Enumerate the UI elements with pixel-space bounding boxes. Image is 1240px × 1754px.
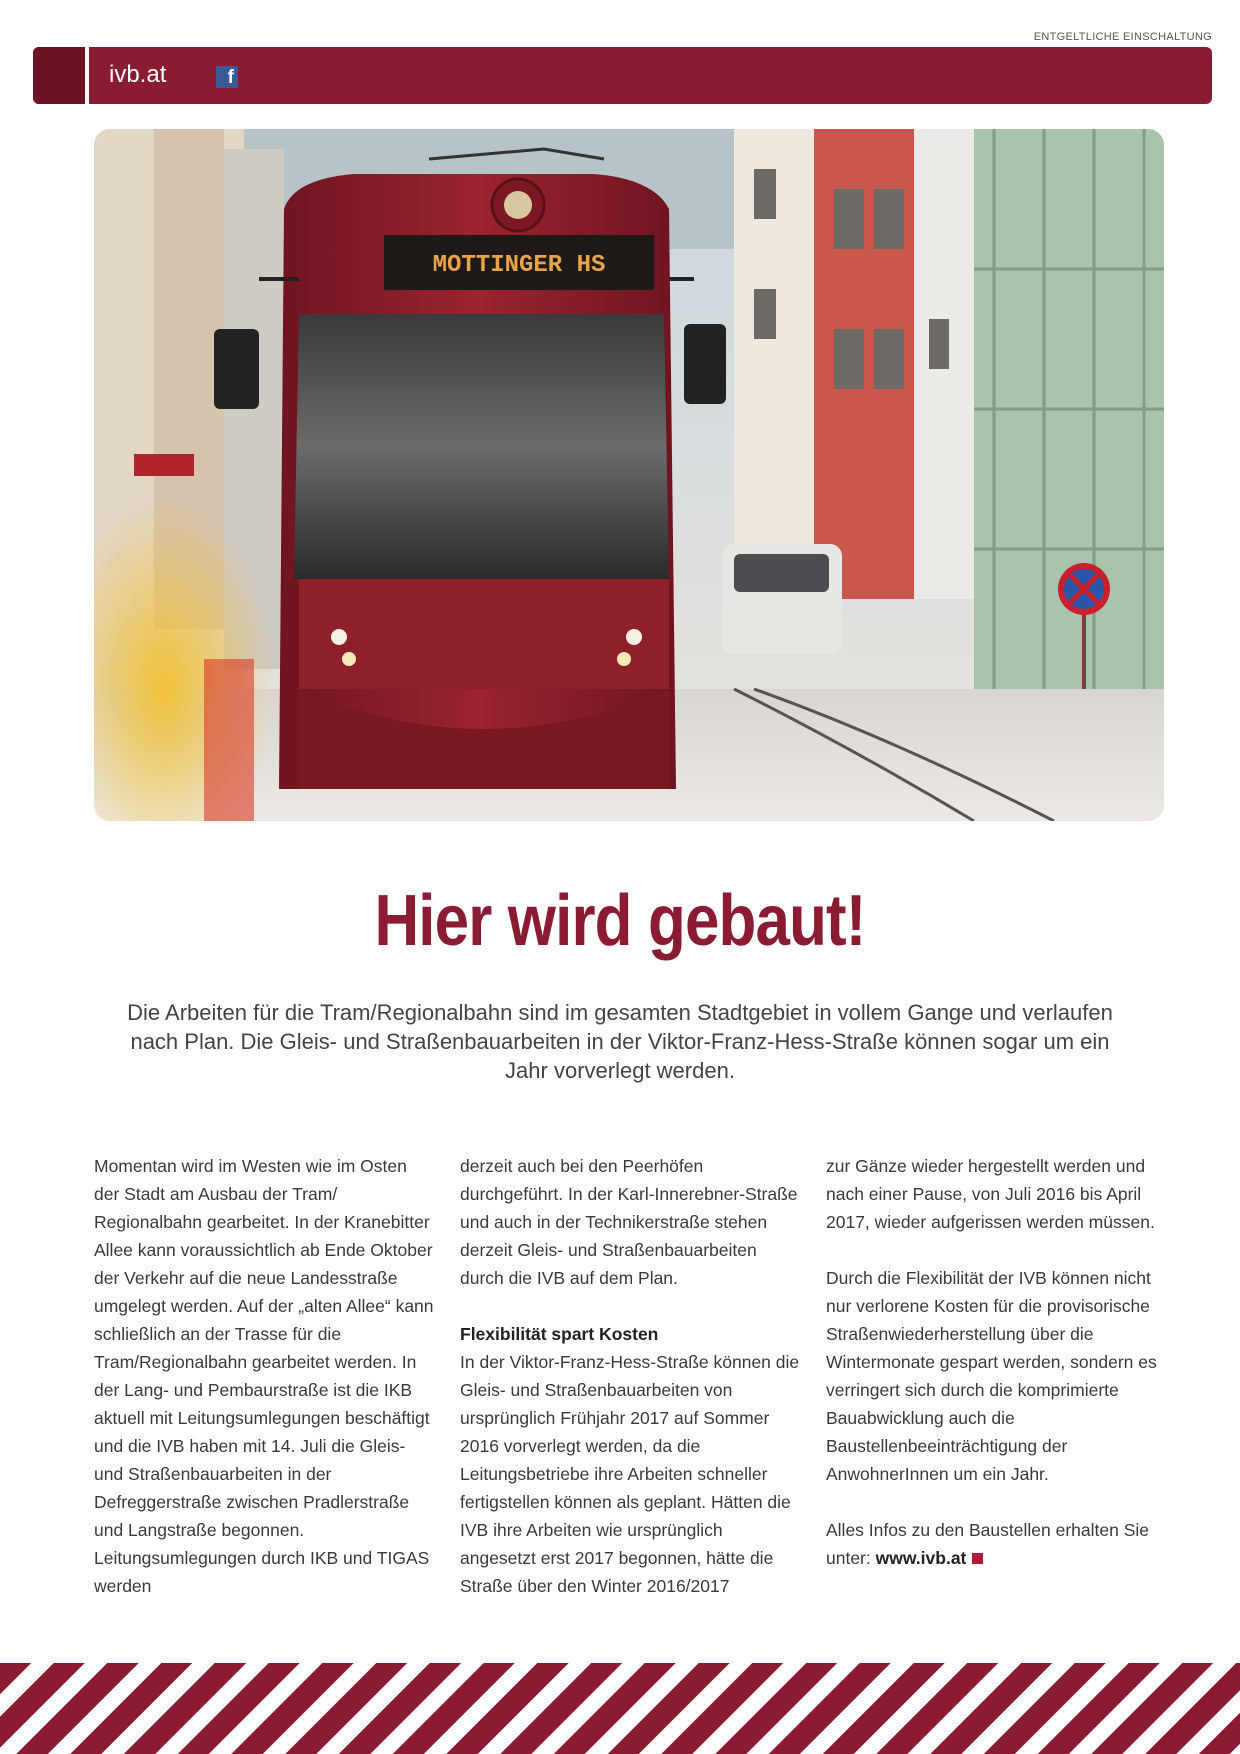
footer-stripes <box>0 1663 1240 1754</box>
column-3 <box>826 1152 1166 1600</box>
body-paragraph: In der Viktor-Franz-Hess-Straße können die Gleis- und Straßenbauarbeiten von ursprünglich Frühjahr 2017 auf Sommer 2016 vorverlegt werden, da die Leitungsbetriebe ihre Arbeiten schneller fertigstellen können als geplant. Hätten die IVB ihre Arbeiten wie ursprünglich angesetzt erst 2017 begonnen, hätte die Straße über den Winter 2016/2017 <box>460 1352 800 1596</box>
tram-photo <box>94 129 1164 821</box>
site-link[interactable]: ivb.at <box>109 61 167 88</box>
end-mark-icon <box>972 1553 983 1564</box>
advertisement-label: ENTGELTLICHE EINSCHALTUNG <box>1033 31 1212 43</box>
column-2 <box>460 1152 800 1628</box>
photo-tram <box>214 149 726 789</box>
column-1 <box>94 1152 434 1628</box>
contact-text: Alles Infos zu den Baustellen erhalten Sie unter: <box>826 1520 1149 1568</box>
intro-text: Die Arbeiten für die Tram/Regionalbahn sind im gesamten Stadtgebiet in vollem Gange und verlaufen nach Plan. Die Gleis- und Straßenbauarbeiten in der Viktor-Franz-Hess-Straße können sogar um ein Jahr vorverlegt werden. <box>127 1000 1113 1083</box>
section-subheading: Flexibilität spart Kosten <box>460 1324 659 1344</box>
body-paragraph-contact <box>826 1516 1166 1572</box>
facebook-icon[interactable]: f <box>216 66 238 88</box>
body-paragraph: Durch die Flexibilität der IVB können nicht nur verlorene Kosten für die provisorische Straßenwiederherstellung über die Wintermonate gespart werden, sondern es verringert sich durch die komprimierte Bauabwicklung auch die Baustellenbeeinträchtigung der AnwohnerInnen um ein Jahr. <box>826 1268 1157 1484</box>
header-tab <box>33 47 85 104</box>
header-separator <box>85 47 89 104</box>
header-bar <box>33 47 1212 104</box>
body-paragraph: Momentan wird im Westen wie im Osten der Stadt am Ausbau der Tram/ Regionalbahn gearbeitet. In der Kranebitter Allee kann voraussichtlich ab Ende Oktober der Verkehr auf die neue Landesstraße umgelegt werden. Auf der „alten Allee“ kann schließlich an der Trasse für die Tram/Regionalbahn gearbeitet werden. In der Lang- und Pembaurstraße ist die IKB aktuell mit Leitungsumlegungen beschäftigt und die IVB haben mit 14. Juli die Gleis- und Straßenbauarbeiten in der Defreggerstraße zwischen Pradlerstraße und Langstraße begonnen. Leitungsumlegungen durch IKB und TIGAS werden <box>94 1156 434 1596</box>
photo-shop-sign <box>134 454 194 476</box>
body-paragraph: zur Gänze wieder hergestellt werden und nach einer Pause, von Juli 2016 bis April 2017, wieder aufgerissen werden müssen. <box>826 1156 1155 1232</box>
page-title: Hier wird gebaut! <box>374 881 866 961</box>
photo-destination-display: MOTTINGER HS <box>432 252 606 279</box>
body-paragraph: derzeit auch bei den Peerhöfen durchgeführt. In der Karl-Innerebner-Straße und auch in der Technikerstraße stehen derzeit Gleis- und Straßenbauarbeiten durch die IVB auf dem Plan. <box>460 1156 798 1288</box>
website-link[interactable]: www.ivb.at <box>875 1548 967 1568</box>
